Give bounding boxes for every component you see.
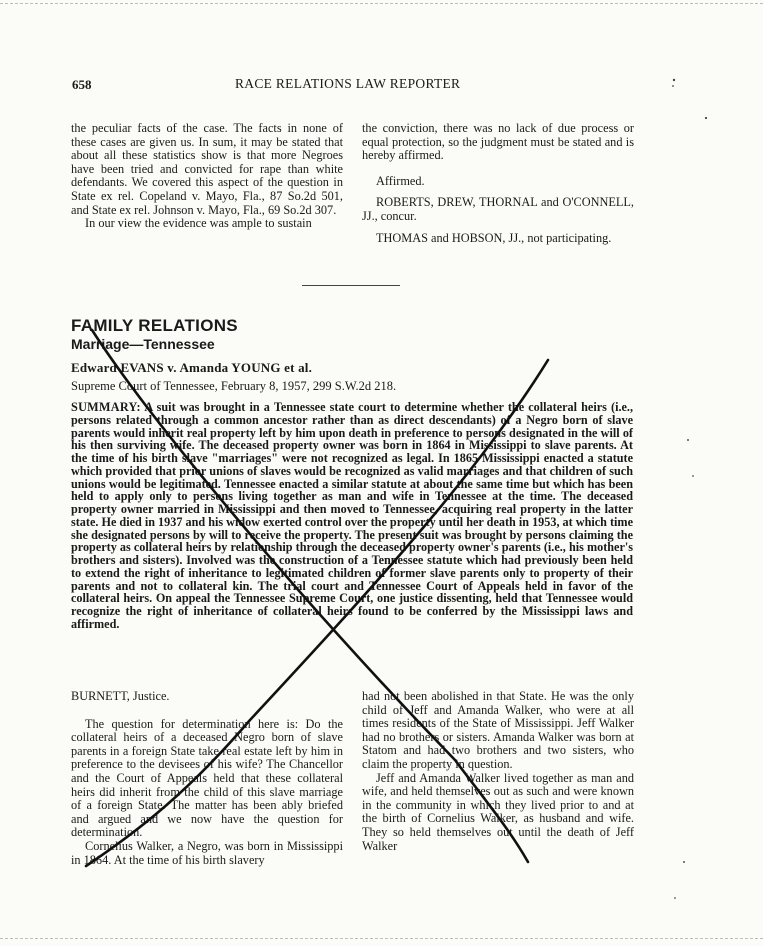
opinion-right-paragraph-1: had not been abolished in that State. He was the only child of Jeff and Amanda Walker, who were at all times residents of the State of Mississippi. Jeff Walker had no brothers or sisters. Amanda Walker was born at Statom and had two brothers and two sisters, who claim the property in question. xyxy=(362,689,634,771)
top-left-paragraph-1: the peculiar facts of the case. The facts in none of these cases are given us. In sum, it may be stated that about all these statistics show is that more Negroes have been tried and convicted for rape than white defendants. We covered this aspect of the question in State ex rel. Copeland v. Mayo, Fla., 87 So.2d 501, and State ex rel. Johnson v. Mayo, Fla., 69 So.2d 307. xyxy=(71,121,343,217)
scan-top-edge xyxy=(0,3,763,4)
section-heading: FAMILY RELATIONS xyxy=(71,316,238,335)
top-right-paragraph-1: the conviction, there was no lack of due process or equal protection, so the judgment must be stated and is hereby affirmed. xyxy=(362,121,634,163)
opinion-right-paragraph-2: Jeff and Amanda Walker lived together as man and wife, and held themselves out as such and were known in the community in which they lived prior to and at the birth of Cornelius Walker, as husband and wife. They so held themselves out until the death of Jeff Walker xyxy=(362,770,634,853)
opinion-left-paragraph-2: Cornelius Walker, a Negro, was born in Mississippi in 1864. At the time of his birth slavery xyxy=(71,838,343,867)
top-left-paragraph-2: In our view the evidence was ample to sustain xyxy=(85,216,312,231)
opinion-left-column xyxy=(71,690,343,867)
opinion-author: BURNETT, Justice. xyxy=(71,689,170,703)
top-right-column xyxy=(362,122,634,245)
affirmed-line: Affirmed. xyxy=(376,173,425,188)
opinion-right-column xyxy=(362,690,634,853)
case-summary xyxy=(71,401,633,631)
case-citation: Supreme Court of Tennessee, February 8, 1957, 299 S.W.2d 218. xyxy=(71,379,397,393)
page-number: 658 xyxy=(72,77,92,92)
concurring-justices: ROBERTS, DREW, THORNAL and O'CONNELL, JJ., concur. xyxy=(362,195,634,223)
summary-text: A suit was brought in a Tennessee state court to determine whether the collateral heirs (i.e., persons related through a common ancestor rather than as direct descendants) of a Negro born of slave parents would inherit real property left by him upon death in preference to persons designated in the will of his then surviving wife. The deceased property owner was born in 1864 in Mississippi to slave parents. At the time of his birth slave "marriages" were not recognized as legal. In 1865 Mississippi enacted a statute which provided that prior unions of slaves would be recognized as valid marriages and that children of such unions would be legitimated. Tennessee enacted a similar statute at about the same time but which has been held to apply only to persons living together as man and wife in Tennessee at the time. The deceased property owner married in Mississippi and then moved to Tennessee, acquiring real property in the latter state. He died in 1937 and his widow exerted control over the property until her death in 1953, at which time she designated persons by will to receive the property. The present suit was brought by persons claiming the property as collateral heirs by relationship through the deceased property owner's parents (i.e., his mother's brothers and sisters). Involved was the construction of a Tennessee statute which had previously been held to extend the right of inheritance to legitimated children of former slave parents only to property of their parents and not to collateral kin. The trial court and Tennessee Court of Appeals held in favor of the collateral heirs. On appeal the Tennessee Supreme Court, one justice dissenting, held that Tennessee would recognize the right of inheritance of collateral heirs found to be conferred by the Mississippi laws and affirmed. xyxy=(71,400,634,631)
top-left-column xyxy=(71,122,343,231)
not-participating: THOMAS and HOBSON, JJ., not participating. xyxy=(376,230,612,245)
case-title: Edward EVANS v. Amanda YOUNG et al. xyxy=(71,360,313,375)
summary-label: SUMMARY: xyxy=(71,400,141,414)
running-title: RACE RELATIONS LAW REPORTER xyxy=(235,76,461,91)
scan-bottom-edge xyxy=(0,938,763,939)
section-divider xyxy=(302,285,400,286)
section-subheading: Marriage—Tennessee xyxy=(71,336,215,352)
opinion-left-paragraph-1: The question for determination here is: Do the collateral heirs of a deceased Negro born of slave parents in a foreign State take real estate left by him in preference to the devisees of his wife? The Chancellor and the Court of Appeals held that these collateral heirs did inherit from the child of this slave marriage of a foreign State. The matter has been ably briefed and argued and we now have the question for determination. xyxy=(71,716,343,840)
